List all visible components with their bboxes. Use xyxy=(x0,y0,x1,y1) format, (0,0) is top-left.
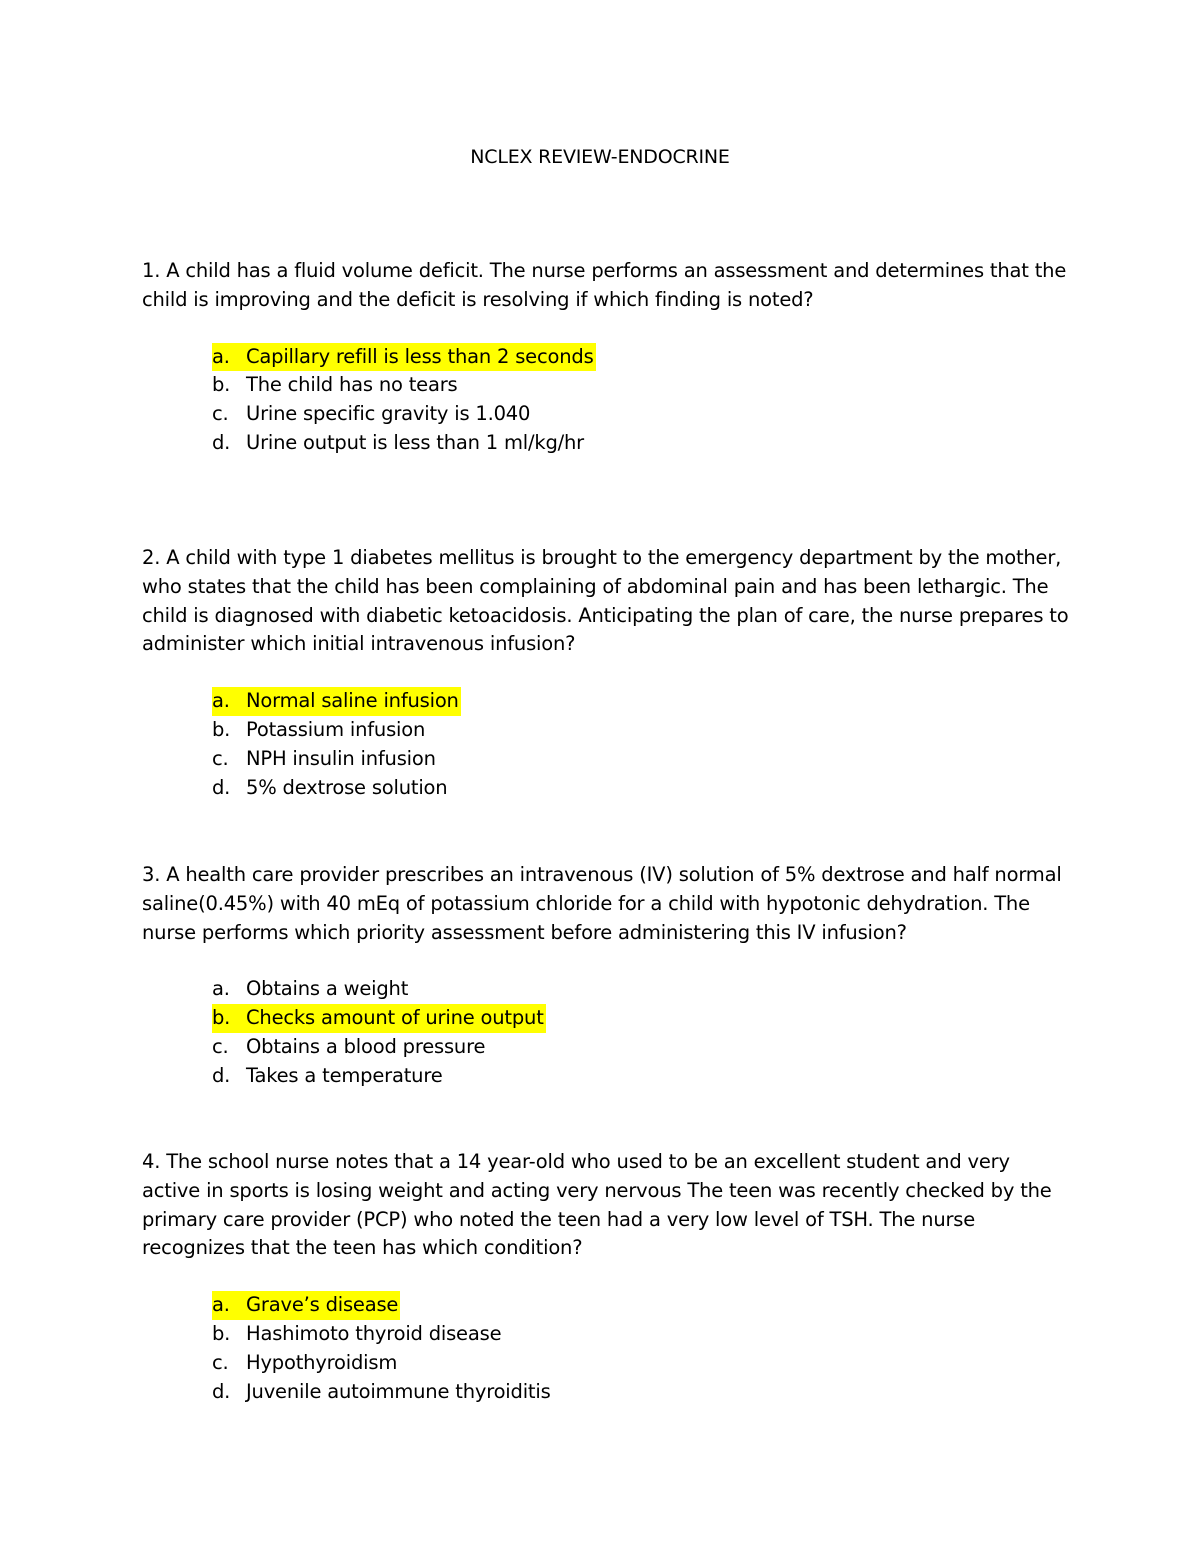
option-c xyxy=(142,400,1072,429)
question-stem: 4. The school nurse notes that a 14 year-old who used to be an excellent student and very active in sports is losing weight and acting very nervous The teen was recently checked by the primary care provider (PCP) who noted the teen had a very low level of TSH. The nurse recognizes that the teen has which condition? xyxy=(142,1150,1052,1260)
answer-options xyxy=(142,687,1072,802)
option-text: NPH insulin infusion xyxy=(246,746,436,770)
question-1 xyxy=(142,257,1072,458)
option-text: Urine output is less than 1 ml/kg/hr xyxy=(246,430,585,454)
option-a xyxy=(142,1291,1072,1320)
option-d xyxy=(142,774,1072,803)
option-d xyxy=(142,429,1072,458)
question-4 xyxy=(142,1148,1072,1406)
option-text: Capillary refill is less than 2 seconds xyxy=(246,344,594,368)
answer-options xyxy=(142,975,1072,1090)
option-b xyxy=(142,716,1072,745)
option-b xyxy=(142,371,1072,400)
option-text: Hypothyroidism xyxy=(246,1350,398,1374)
option-letter: b. xyxy=(212,1321,231,1345)
option-letter: b. xyxy=(212,1006,231,1030)
option-d xyxy=(142,1378,1072,1407)
option-letter: a. xyxy=(212,1293,230,1317)
option-letter: b. xyxy=(212,717,231,741)
question-stem: 1. A child has a fluid volume deficit. The nurse performs an assessment and determines that the child is improving and the deficit is resolving if which finding is noted? xyxy=(142,259,1067,311)
question-3 xyxy=(142,861,1072,1091)
option-text: The child has no tears xyxy=(246,373,458,397)
option-text: Takes a temperature xyxy=(246,1063,443,1087)
option-text: 5% dextrose solution xyxy=(246,775,448,799)
option-highlight xyxy=(212,343,596,372)
option-a xyxy=(142,343,1072,372)
page-title: NCLEX REVIEW-ENDOCRINE xyxy=(470,146,730,168)
question-stem: 2. A child with type 1 diabetes mellitus is brought to the emergency department by the mother, who states that the child has been complaining of abdominal pain and has been lethargic. The child is diagnosed with diabetic ketoacidosis. Anticipating the plan of care, the nurse prepares to administer which initial intravenous infusion? xyxy=(142,546,1069,656)
option-letter: c. xyxy=(212,1350,229,1374)
option-b xyxy=(142,1004,1072,1033)
option-text: Obtains a weight xyxy=(246,977,409,1001)
question-stem: 3. A health care provider prescribes an intravenous (IV) solution of 5% dextrose and half normal saline(0.45%) with 40 mEq of potassium chloride for a child with hypotonic dehydration. The nurse performs which priority assessment before administering this IV infusion? xyxy=(142,863,1062,944)
option-letter: a. xyxy=(212,689,230,713)
answer-options xyxy=(142,1291,1072,1406)
option-highlight xyxy=(212,687,461,716)
question-2 xyxy=(142,544,1072,802)
option-a xyxy=(142,687,1072,716)
option-letter: d. xyxy=(212,775,231,799)
option-letter: d. xyxy=(212,1063,231,1087)
option-letter: b. xyxy=(212,373,231,397)
option-b xyxy=(142,1320,1072,1349)
option-text: Checks amount of urine output xyxy=(246,1006,544,1030)
option-letter: d. xyxy=(212,430,231,454)
option-letter: c. xyxy=(212,746,229,770)
option-highlight xyxy=(212,1004,546,1033)
option-letter: c. xyxy=(212,402,229,426)
option-c xyxy=(142,1349,1072,1378)
option-text: Urine specific gravity is 1.040 xyxy=(246,402,531,426)
option-a xyxy=(142,975,1072,1004)
option-text: Grave’s disease xyxy=(246,1293,399,1317)
option-c xyxy=(142,1033,1072,1062)
option-letter: a. xyxy=(212,977,230,1001)
option-text: Hashimoto thyroid disease xyxy=(246,1321,502,1345)
option-text: Obtains a blood pressure xyxy=(246,1034,486,1058)
option-text: Juvenile autoimmune thyroiditis xyxy=(246,1379,551,1403)
option-text: Normal saline infusion xyxy=(246,689,459,713)
option-letter: a. xyxy=(212,344,230,368)
option-letter: d. xyxy=(212,1379,231,1403)
answer-options xyxy=(142,343,1072,458)
option-text: Potassium infusion xyxy=(246,717,426,741)
option-c xyxy=(142,745,1072,774)
option-d xyxy=(142,1062,1072,1091)
option-highlight xyxy=(212,1291,400,1320)
option-letter: c. xyxy=(212,1034,229,1058)
